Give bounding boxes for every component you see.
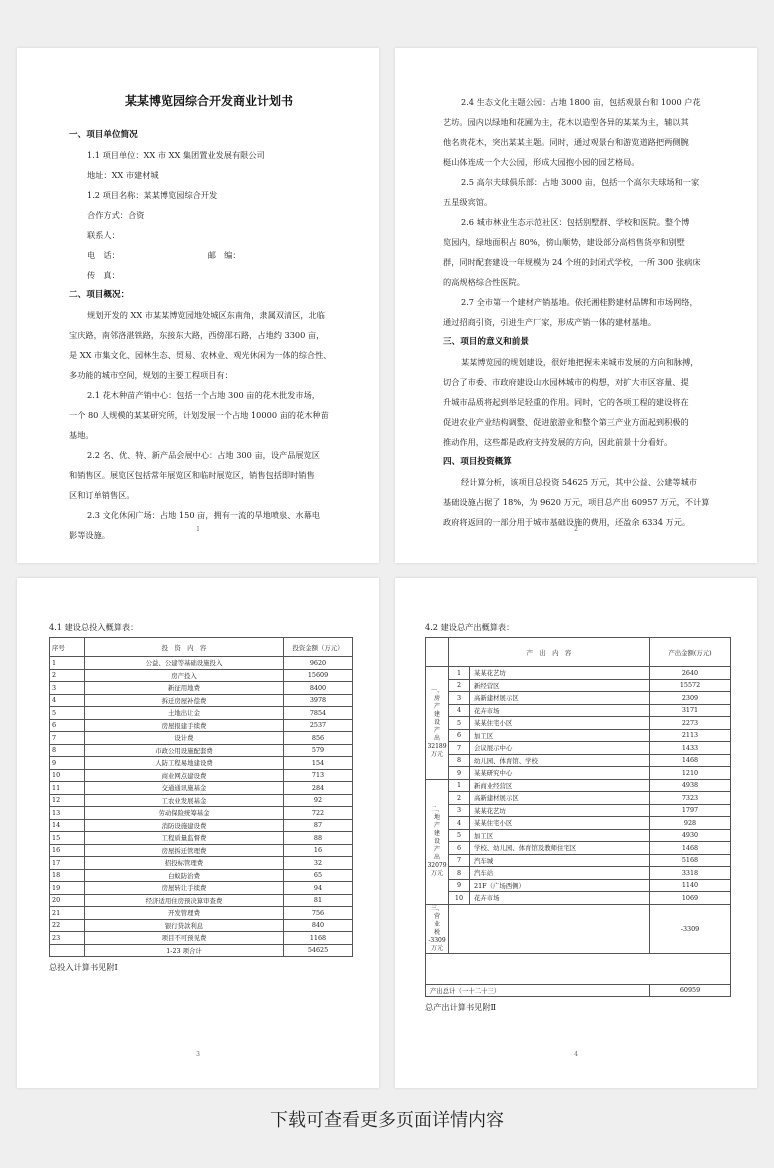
text-line: 2.6 城市林业生态示范社区：包括别墅群、学校和医院。整个博 (461, 217, 690, 227)
table-cell: 8 (50, 744, 85, 757)
group-label-line: 产 (433, 845, 440, 853)
table-cell: 幼儿园、体育馆、学校 (470, 754, 650, 767)
table-row (50, 807, 353, 820)
section-1-heading: 一、项目单位简况 (69, 130, 138, 140)
group-label-cell (426, 904, 449, 953)
table-cell: 某某住宅小区 (470, 717, 650, 730)
table-cell: 房屋报建手续费 (85, 719, 284, 732)
table-cell: 92 (284, 794, 353, 807)
table-cell: 3 (449, 804, 470, 817)
table-cell: 1140 (650, 879, 731, 892)
table-cell: 1 (50, 657, 85, 670)
table-cell: 60959 (650, 984, 731, 997)
table-cell: 9 (449, 879, 470, 892)
column-header: 产出金额(万元) (650, 638, 731, 667)
table-cell: 81 (284, 894, 353, 907)
table-cell: 5 (449, 829, 470, 842)
table-cell: 88 (284, 832, 353, 845)
table-cell: 公益、公建等基础设施投入 (85, 657, 284, 670)
contact-line: 联系人： (87, 230, 120, 240)
table-row (426, 704, 731, 717)
table-row (50, 769, 353, 782)
table-row (50, 819, 353, 832)
table-cell: 高新建材展示区 (470, 692, 650, 705)
table-cell: 16 (284, 844, 353, 857)
page-number: 1 (196, 526, 200, 533)
table-row (426, 767, 731, 780)
group-label-line: 产 (433, 726, 440, 734)
table-note: 总产出计算书见附Ⅱ (425, 1002, 497, 1012)
group-label-line: 房 (433, 694, 440, 702)
table-cell: 12 (50, 794, 85, 807)
table-cell: 284 (284, 782, 353, 795)
table-cell: 4 (449, 704, 470, 717)
group-label-line: 设 (433, 718, 440, 726)
table-row (50, 719, 353, 732)
table-row (426, 984, 731, 997)
group-label-line: 产 (433, 702, 440, 710)
address-line: 地址：XX 市建材城 (87, 170, 159, 180)
table-cell: 22 (50, 919, 85, 932)
table-row (50, 944, 353, 957)
table-cell: 土地出让金 (85, 707, 284, 720)
table-cell: 新商业经营区 (470, 779, 650, 792)
table-cell: 商业网点建设费 (85, 769, 284, 782)
table-cell: 消防设施建设费 (85, 819, 284, 832)
table-row (50, 669, 353, 682)
table-cell: 8 (449, 754, 470, 767)
paragraph-2-6 (443, 212, 727, 292)
table-cell: 交通通讯施基金 (85, 782, 284, 795)
section-4-heading: 四、项目投资概算 (443, 457, 512, 467)
column-header: 序号 (50, 638, 85, 657)
text-line: 一个 80 人规模的某某研究所，计划发展一个占地 10000 亩的花木种苗 (69, 410, 329, 420)
table-cell: 20 (50, 894, 85, 907)
table-row (50, 782, 353, 795)
table-cell: 1168 (284, 932, 353, 945)
table-cell: 1-23 项合计 (85, 944, 284, 957)
table-cell (449, 904, 650, 953)
text-line: 宝庆路，南邻洛湛铁路，东接东大路，西傍邵石路，占地约 3300 亩， (69, 330, 325, 340)
table-row (426, 804, 731, 817)
table-cell: 某某花艺坊 (470, 804, 650, 817)
text-line: 某某博览园的规划建设，很好地把握未来城市发展的方向和脉搏， (461, 357, 699, 367)
table-cell: 加工区 (470, 829, 650, 842)
table-cell: 项目不可预见费 (85, 932, 284, 945)
text-line: 梃山体连成一个大公园，形成大园抱小园的园艺格局。 (443, 157, 640, 167)
table-cell: 花卉市场 (470, 704, 650, 717)
table-cell: 房屋转让手续费 (85, 882, 284, 895)
table-cell: 928 (650, 817, 731, 830)
table-cell: 4938 (650, 779, 731, 792)
table-cell: 2 (449, 792, 470, 805)
table-cell: 7 (449, 854, 470, 867)
table-caption: 4.2 建设总产出概算表： (425, 622, 515, 632)
group-label-line: 设 (433, 837, 440, 845)
table-cell: 6 (449, 729, 470, 742)
table-row (50, 919, 353, 932)
paragraph-overview (69, 305, 349, 385)
table-cell: 3 (50, 682, 85, 695)
column-header: 产 出 内 容 (449, 638, 650, 667)
table-cell: 15572 (650, 679, 731, 692)
group-label-line: 建 (433, 710, 440, 718)
text-line: 影等设施。 (69, 530, 110, 540)
table-cell: 人防工程易地建设费 (85, 757, 284, 770)
table-cell: 21 (50, 907, 85, 920)
text-line: 他名贵花木，突出某某主题。同时，通过观景台和游览道路把两侧腕 (443, 137, 689, 147)
page-number: 4 (574, 1051, 578, 1058)
project-name-line: 1.2 项目名称：某某博览园综合开发 (87, 190, 218, 200)
table-cell: 10 (50, 769, 85, 782)
page-3 (17, 578, 379, 1088)
table-cell: 7 (449, 742, 470, 755)
section-2-heading: 二、项目概况： (69, 290, 130, 300)
table-cell: 汽车站 (470, 867, 650, 880)
table-cell: 学校、幼儿园、体育馆及教师住宅区 (470, 842, 650, 855)
table-cell: 7323 (650, 792, 731, 805)
table-cell: 579 (284, 744, 353, 757)
paragraph-investment (443, 472, 727, 532)
zip-label: 邮 编： (207, 250, 241, 260)
table-cell: 14 (50, 819, 85, 832)
table-cell: 劳动保险统筹基金 (85, 807, 284, 820)
group-label-line: 三、 (430, 904, 443, 912)
section-3-heading: 三、项目的意义和前景 (443, 337, 529, 347)
table-cell: 5168 (650, 854, 731, 867)
text-line: 经计算分析，该项目总投资 54625 万元，其中公益、公建等城市 (461, 477, 697, 487)
table-cell (50, 944, 85, 957)
table-cell: 19 (50, 882, 85, 895)
table-cell: 87 (284, 819, 353, 832)
table-caption: 4.1 建设总投入概算表： (49, 622, 139, 632)
table-row (50, 732, 353, 745)
fax-line: 传 真： (87, 270, 120, 280)
table-cell: 9 (449, 767, 470, 780)
text-line: 2.1 花木种苗产销中心：包括一个占地 300 亩的花木批发市场， (87, 390, 320, 400)
table-row (50, 882, 353, 895)
paragraph-2-7 (443, 292, 727, 332)
group-label-line: 二、 (430, 805, 443, 813)
table-cell: 8 (449, 867, 470, 880)
paragraph-2-4 (443, 92, 727, 172)
table-cell: 756 (284, 907, 353, 920)
table-cell: 6 (50, 719, 85, 732)
table-cell: 8400 (284, 682, 353, 695)
table-cell: 3978 (284, 694, 353, 707)
column-header-group (426, 638, 449, 667)
table-row (50, 682, 353, 695)
group-label-line: 万元 (430, 869, 443, 877)
table-cell: 5 (50, 707, 85, 720)
page-1 (17, 48, 379, 563)
page-number: 3 (196, 1051, 200, 1058)
table-cell: 15 (50, 832, 85, 845)
table-cell: 11 (50, 782, 85, 795)
table-cell: 16 (50, 844, 85, 857)
table-row (426, 904, 731, 953)
table-row (50, 932, 353, 945)
output-table (425, 637, 731, 997)
table-cell: 新经营区 (470, 679, 650, 692)
table-cell: 新征用地费 (85, 682, 284, 695)
text-line: 览园内，绿地面积占 80%，傍山顺势，建设部分高档售货亭和别墅 (443, 237, 685, 247)
page-2 (395, 48, 757, 563)
table-row (50, 869, 353, 882)
group-label-cell (426, 667, 449, 780)
table-cell: 2640 (650, 667, 731, 680)
text-line: 通过招商引资，引进生产厂家，形成产销一体的建材基地。 (443, 317, 656, 327)
table-cell: 18 (50, 869, 85, 882)
table-cell: 开发管理费 (85, 907, 284, 920)
table-row (426, 779, 731, 792)
column-header: 投资金额（万元） (284, 638, 353, 657)
group-label-line: 一、 (430, 686, 443, 694)
table-cell: 23 (50, 932, 85, 945)
table-row (50, 707, 353, 720)
table-note: 总投入计算书见附Ⅰ (49, 962, 118, 972)
text-line: 推动作用，这些都是政府支持发展的方向，因此前景十分看好。 (443, 437, 673, 447)
download-prompt[interactable]: 下载可查看更多页面详情内容 (270, 1110, 504, 1131)
table-row (426, 953, 731, 984)
table-row (426, 742, 731, 755)
table-header-row (426, 638, 731, 667)
table-cell: 招投标管理费 (85, 857, 284, 870)
table-cell: 9620 (284, 657, 353, 670)
table-cell: 房产投入 (85, 669, 284, 682)
text-line: 2.3 文化休闲广场：占地 150 亩，拥有一流的旱地喷泉、水幕电 (87, 510, 320, 520)
table-cell: 工农业发展基金 (85, 794, 284, 807)
text-line: 促进农业产业结构调整、促进旅游业和整个第三产业方面起到积极的 (443, 417, 689, 427)
table-cell: 加工区 (470, 729, 650, 742)
text-line: 是 XX 市集文化、园林生态、贸易、农林业、观光休闲为一体的综合性、 (69, 350, 332, 360)
text-line: 群，同时配套建设一年规模为 24 个班的封闭式学校，一所 300 张病床 (443, 257, 701, 267)
group-label-cell (426, 779, 449, 904)
text-line: 区和订单销售区。 (69, 490, 135, 500)
table-row (426, 679, 731, 692)
table-row (426, 879, 731, 892)
group-label-line: 出 (433, 853, 440, 861)
group-label-line: 32079 (427, 861, 447, 869)
table-cell: 1 (449, 667, 470, 680)
table-row (50, 657, 353, 670)
table-row (426, 792, 731, 805)
table-row (50, 757, 353, 770)
table-cell: 2537 (284, 719, 353, 732)
table-row (426, 692, 731, 705)
table-cell: 1 (449, 779, 470, 792)
table-cell: 7 (50, 732, 85, 745)
table-cell: 3 (449, 692, 470, 705)
table-row (426, 729, 731, 742)
table-cell: 32 (284, 857, 353, 870)
table-cell: 54625 (284, 944, 353, 957)
paragraph-2-1 (69, 385, 349, 445)
phone-zip-line (69, 245, 349, 265)
table-cell: 1468 (650, 842, 731, 855)
table-row (426, 667, 731, 680)
paragraph-significance (443, 352, 727, 452)
phone-label: 电 话： (87, 250, 120, 260)
group-label-line: 建 (433, 829, 440, 837)
table-cell: 10 (449, 892, 470, 905)
table-cell: 经济适用住房预决算审查费 (85, 894, 284, 907)
table-cell: 722 (284, 807, 353, 820)
project-unit-line: 1.1 项目单位：XX 市 XX 集团置业发展有限公司 (87, 150, 265, 160)
table-row (50, 794, 353, 807)
text-line: 切合了市委、市政府建设山水园林城市的构想，对扩大市区容量、提 (443, 377, 689, 387)
table-row (50, 857, 353, 870)
table-row (426, 754, 731, 767)
group-label-line: 万元 (430, 750, 443, 758)
table-cell: 设计费 (85, 732, 284, 745)
group-label-line: 税 (433, 928, 440, 936)
text-line: 五星级宾馆。 (443, 197, 493, 207)
table-row (50, 844, 353, 857)
group-label-line: 32189 (427, 742, 447, 750)
table-cell: 高新建材展示区 (470, 792, 650, 805)
table-cell: 会议展示中心 (470, 742, 650, 755)
table-row (50, 694, 353, 707)
cooperation-line: 合作方式：合资 (87, 210, 145, 220)
table-cell: 2 (449, 679, 470, 692)
table-cell: 4 (449, 817, 470, 830)
table-row (426, 717, 731, 730)
paragraph-2-2 (69, 445, 349, 505)
table-row (426, 854, 731, 867)
table-row (50, 744, 353, 757)
table-cell: 产出总计（一十二十三） (426, 984, 650, 997)
table-row (426, 817, 731, 830)
table-cell: 13 (50, 807, 85, 820)
table-row (50, 894, 353, 907)
text-line: 2.7 全市第一个建材产销基地。依托湘桂黔建材品牌和市场网络， (461, 297, 698, 307)
table-cell: 17 (50, 857, 85, 870)
page-number: 2 (574, 526, 578, 533)
table-cell: 3171 (650, 704, 731, 717)
table-cell: 某某研究中心 (470, 767, 650, 780)
text-line: 升城市品质将起到举足轻重的作用。同时，它的各项工程的建设将在 (443, 397, 689, 407)
table-cell: 713 (284, 769, 353, 782)
text-line: 多功能的城市空间，规划的主要工程项目有： (69, 370, 233, 380)
text-line: 2.5 高尔夫球俱乐部：占地 3000 亩，包括一个高尔夫球场和一家 (461, 177, 700, 187)
table-cell: 154 (284, 757, 353, 770)
table-cell: 市政公用设施配套费 (85, 744, 284, 757)
text-line: 和销售区。展览区包括常年展览区和临时展览区，销售包括即时销售 (69, 470, 315, 480)
group-label-line: 出 (433, 734, 440, 742)
table-cell: 拆迁房屋补偿费 (85, 694, 284, 707)
table-cell: 房屋拆迁管理费 (85, 844, 284, 857)
table-cell: 1433 (650, 742, 731, 755)
table-cell: 65 (284, 869, 353, 882)
table-cell: 856 (284, 732, 353, 745)
table-cell: 21F（广场西侧） (470, 879, 650, 892)
table-cell: 94 (284, 882, 353, 895)
group-label-line: 产 (433, 821, 440, 829)
table-cell: 某某住宅小区 (470, 817, 650, 830)
table-cell: 1797 (650, 804, 731, 817)
document-title: 某某博览园综合开发商业计划书 (124, 94, 293, 108)
table-cell: 7854 (284, 707, 353, 720)
table-cell: 6 (449, 842, 470, 855)
table-cell: 2113 (650, 729, 731, 742)
table-cell: 2 (50, 669, 85, 682)
table-cell: 4930 (650, 829, 731, 842)
table-cell: 840 (284, 919, 353, 932)
group-label-line: 营 (433, 912, 440, 920)
paragraph-2-5 (443, 172, 727, 212)
text-line: 基础设施占据了 18%，为 9620 万元，项目总产出 60957 万元，不计算 (443, 497, 710, 507)
table-row (50, 832, 353, 845)
text-line: 政府将返回的一部分用于城市基础设施的费用，还盈余 6334 万元。 (443, 517, 691, 527)
paragraph-2-3 (69, 505, 349, 545)
text-line: 艺坊。园内以绿地和花圃为主，花木以造型各异的某某为主，辅以其 (443, 117, 689, 127)
table-cell (426, 953, 731, 984)
table-header-row (50, 638, 353, 657)
table-cell: 白蚁防治费 (85, 869, 284, 882)
page-4 (395, 578, 757, 1088)
table-cell: 某某花艺坊 (470, 667, 650, 680)
table-cell: 3318 (650, 867, 731, 880)
table-cell: 1069 (650, 892, 731, 905)
table-cell: 汽车城 (470, 854, 650, 867)
table-cell: 1468 (650, 754, 731, 767)
text-line: 规划开发的 XX 市某某博览园地处城区东南角，隶属双清区，北临 (87, 310, 325, 320)
table-cell: -3309 (650, 904, 731, 953)
text-line: 2.4 生态文化主题公园：占地 1800 亩，包括观景台和 1000 户花 (461, 97, 701, 107)
table-cell: 2309 (650, 692, 731, 705)
table-cell: 5 (449, 717, 470, 730)
table-cell: 银行贷款利息 (85, 919, 284, 932)
table-row (426, 829, 731, 842)
column-header: 投 资 内 容 (85, 638, 284, 657)
text-line: 的高规格综合性医院。 (443, 277, 525, 287)
table-cell: 9 (50, 757, 85, 770)
text-line: 2.2 名、优、特、新产品会展中心：占地 300 亩，设产品展览区 (87, 450, 320, 460)
table-cell: 工程质量监督费 (85, 832, 284, 845)
text-line: 基地。 (69, 430, 94, 440)
table-cell: 1210 (650, 767, 731, 780)
group-label-line: 地 (433, 813, 440, 821)
table-row (426, 892, 731, 905)
table-cell: 15609 (284, 669, 353, 682)
group-label-line: 万元 (430, 944, 443, 952)
group-label-line: -3309 (428, 936, 446, 944)
table-cell: 2273 (650, 717, 731, 730)
group-label-line: 业 (433, 920, 440, 928)
table-cell: 花卉市场 (470, 892, 650, 905)
table-cell: 4 (50, 694, 85, 707)
table-row (50, 907, 353, 920)
table-row (426, 842, 731, 855)
investment-table (49, 637, 353, 957)
table-row (426, 867, 731, 880)
